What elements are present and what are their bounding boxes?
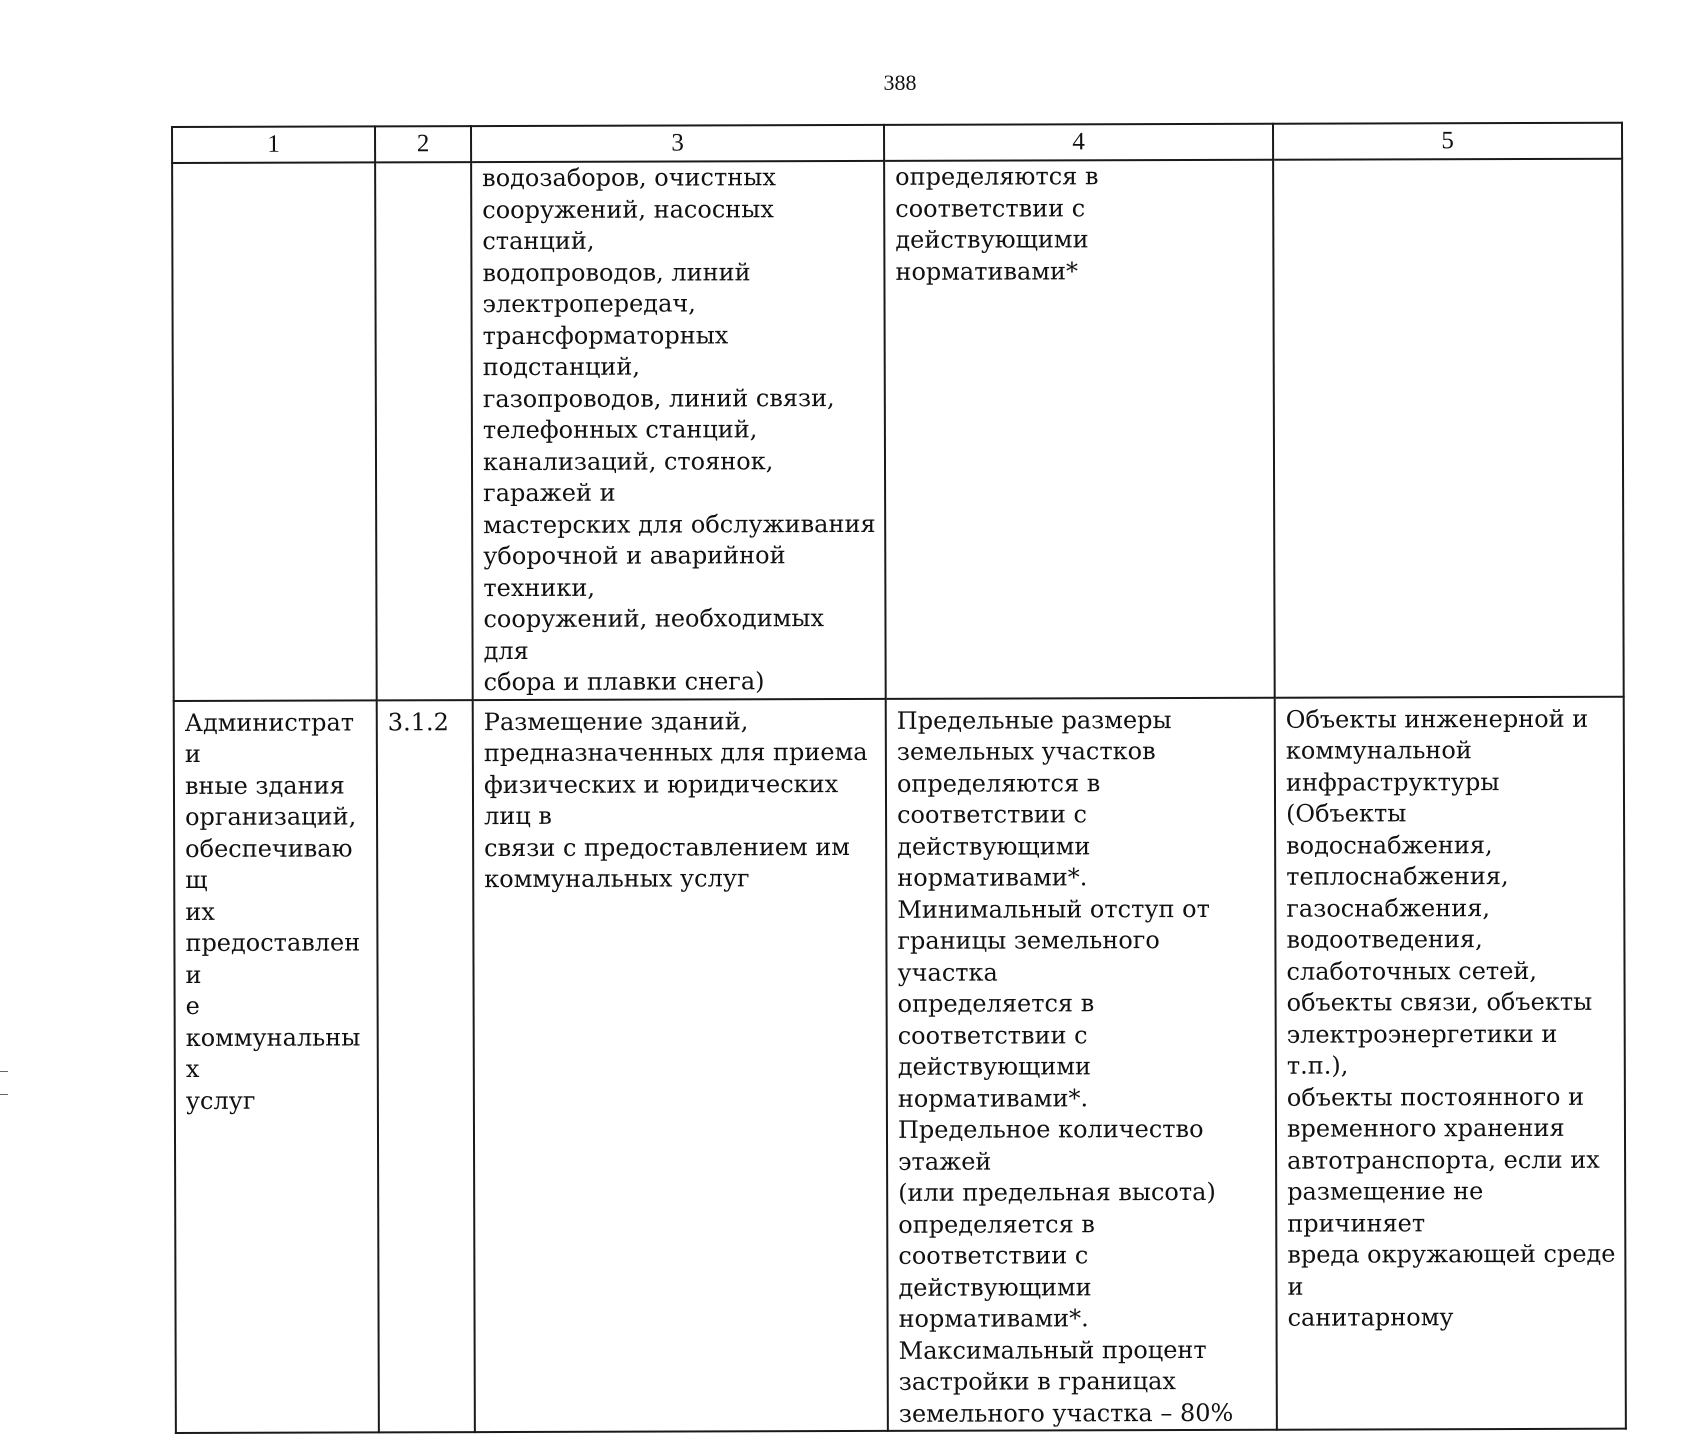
cell-code: [375, 162, 473, 700]
header-col-2: 2: [375, 126, 471, 162]
cell-parameters: определяются в соответствии с действующими нормативами*: [884, 160, 1275, 699]
cell-auxiliary-uses: Объекты инженерной и коммунальной инфраструктуры (Объекты водоснабжения, теплоснабжения, газоснабжения, водоотведения, слаботочных сетей, объекты связи, объекты электроэнергетики и т.п.), объекты постоянного и временного хранения автотранспорта, если их размещение не причиняет вреда окружающей среде и санитарному: [1275, 696, 1626, 1430]
scan-edge-mark: [0, 1071, 8, 1095]
cell-code: 3.1.2: [377, 700, 475, 1433]
header-col-4: 4: [884, 124, 1273, 161]
page-number: 388: [883, 70, 917, 95]
table-row: [172, 159, 1624, 701]
cell-use-name: Администрати вные здания организаций, обеспечивающ их предоставлени е коммунальных услуг: [174, 700, 379, 1433]
table-row: [174, 696, 1626, 1433]
cell-use-name: [172, 162, 377, 700]
header-row: [172, 123, 1622, 163]
cell-description: Размещение зданий, предназначенных для приема физических и юридических лиц в связи с предоставлением им коммунальных услуг: [473, 698, 888, 1432]
cell-description: водозаборов, очистных сооружений, насосных станций, водопроводов, линий электропередач, трансформаторных подстанций, газопроводов, линий связи, телефонных станций, канализаций, стоянок, гаражей и мастерских для обслуживания уборочной и аварийной техники, сооружений, необходимых для сбора и плавки снега): [471, 161, 886, 700]
cell-parameters: Предельные размеры земельных участков определяются в соответствии с действующими нормативами*. Минимальный отступ от границы земельного участка определяется в соответствии с действующими нормативами*. Предельное количество этажей (или предельная высота) определяется в соответствии с действующими нормативами*. Максимальный процент застройки в границах земельного участка – 80%: [886, 697, 1277, 1431]
header-col-5: 5: [1273, 123, 1622, 160]
header-col-3: 3: [471, 125, 884, 162]
land-use-table: [171, 122, 1627, 1434]
header-col-1: 1: [172, 126, 375, 163]
cell-auxiliary-uses: [1273, 159, 1624, 698]
